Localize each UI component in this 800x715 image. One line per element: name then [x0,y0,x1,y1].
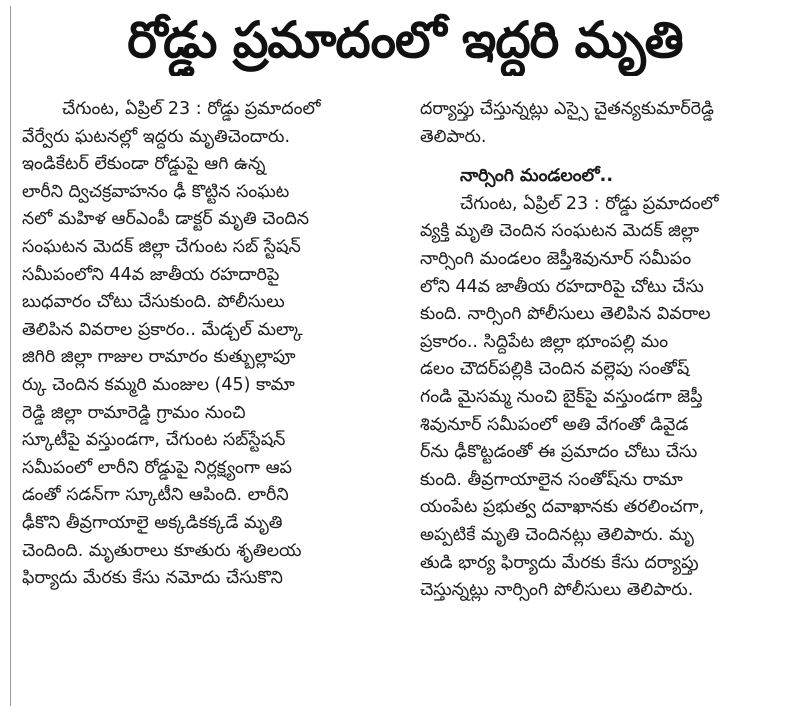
paragraph-gap [420,151,792,163]
article-line: కుంది. తీవ్రగాయాలైన సంతోష్‌ను రామా [420,469,683,490]
article-line: చేగుంట, ఏప్రిల్ 23 : రోడ్డు ప్రమాదంలో [62,99,321,119]
article-line: ర్‌ను ఢీకొట్టడంతో ఈ ప్రమాదం చోటు చేసు [420,442,698,463]
article-line: బుధవారం చోటు చేసుకుంది. పోలీసులు [22,292,285,313]
article-line: సంఘటన మెదక్ జిల్లా చేగుంట సబ్ స్టేషన్ [22,236,301,257]
article-line: వేర్వేరు ఘటనల్లో ఇద్దరు మృతిచెందారు. [22,126,291,147]
column-rule [10,6,11,706]
article-line: తెలిపిన వివరాల ప్రకారం.. మేడ్చల్ మల్కా [22,319,303,340]
headline: రోడ్డు ప్రమాదంలో ఇద్దరి మృతి [127,11,683,69]
article-line: చెస్తున్నట్లు నార్సింగి పోలీసులు తెలిపారు. [420,580,694,601]
article-line: ఢీకొని తీవ్రగాయాలై అక్కడికక్కడే మృతి [22,512,283,533]
article-line: చెందింది. మృతురాలు కూతురు శృతిలయ [22,540,302,561]
article-line: వ్యక్తి మృతి చెందిన సంఘటన మెదక్ జిల్లా [420,221,700,242]
article-line: డలం చౌదర్‌పల్లికి చెందిన వల్లెపు సంతోష్ [420,359,690,380]
article-line: డంతో సడన్‌గా స్కూటీని ఆపింది. లారీని [22,485,289,506]
subheading: నార్సింగి మండలంలో.. [460,166,613,187]
article-line: లారీని ద్విచక్రవాహనం ఢీ కొట్టిన సంఘట [22,181,290,202]
article-line: లోని 44వ జాతీయ రహదారిపై చోటు చేసు [420,276,704,297]
article-line: ఫిర్యాదు మేరకు కేసు నమోదు చేసుకొని [22,568,283,589]
article-line: చేగుంట, ఏప్రిల్ 23 : రోడ్డు ప్రమాదంలో [460,193,719,214]
article-column-right [420,96,792,605]
article-line: యంపేట ప్రభుత్వ దవాఖానకు తరలించగా, [420,497,705,518]
article-line: శివునూర్ సమీపంలో అతి వేగంతో డివైడ [420,414,689,435]
article-line: అప్పటికే మృతి చెందినట్లు తెలిపారు. మృ [420,524,694,545]
article-line: నలో మహిళ ఆర్ఎంపీ డాక్టర్ మృతి చెందిన [22,209,310,230]
article-line: తెలిపారు. [420,126,487,147]
article-line: ప్రకారం.. సిద్దిపేట జిల్లా భూంపల్లి మం [420,331,669,352]
article-line: కుంది. నార్సింగి పోలీసులు తెలిపిన వివరాల [420,304,711,325]
article-line: సమీపంలోని 44వ జాతీయ రహదారిపై [22,264,280,285]
article-line: దర్యాప్తు చేస్తున్నట్లు ఎస్సై చైతన్యకుమార్‌రెడ్డి [420,99,714,119]
article-line: సమీపంలో లారీని రోడ్డుపై నిర్లక్ష్యంగా ఆప [22,457,292,478]
article-line: తుడి భార్య ఫిర్యాదు మేరకు కేసు దర్యాప్తు [420,552,699,573]
article-line: జిగిరి జిల్లా గాజుల రామారం కుత్బుల్లాపూ [22,347,296,368]
article-line: నార్సింగి మండలం జెప్తీశివునూర్ సమీపం [420,248,692,269]
article-line: రెడ్డి జిల్లా రామారెడ్డి గ్రామం నుంచి [22,402,246,423]
article-line: స్కూటీపై వస్తుండగా, చేగుంట సబ్‌స్టేషన్ [22,430,286,451]
article-line: ఇండికేటర్ లేకుండా రోడ్డుపై ఆగి ఉన్న [22,154,266,175]
article-column-left [22,96,404,593]
article-line: గండి మైసమ్మ నుంచి బైక్‌పై వస్తుండగా జెప్తీ [420,386,703,407]
article-line: ర్కు చెందిన కమ్మరి మంజుల (45) కామా [22,374,295,395]
